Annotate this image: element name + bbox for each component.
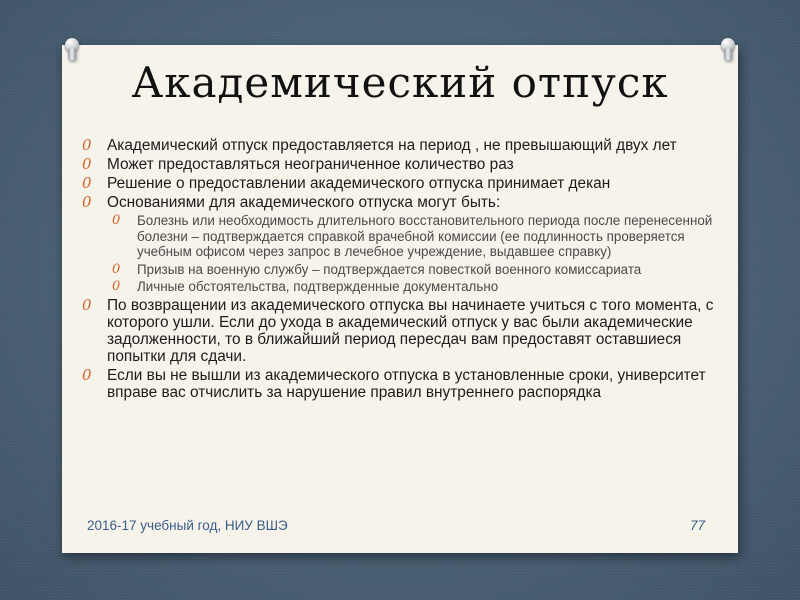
bullet-text: По возвращении из академического отпуска вы начинаете учиться с того момента, с которого ушли. Если до ухода в академический отпуск у вас были академические задолженности, то в ближайший период пересдач вам предоставят оставшиеся попытки для сдачи. <box>107 296 714 365</box>
bullet-icon: 0 <box>82 155 92 173</box>
bullet-text: Академический отпуск предоставляется на период , не превышающий двух лет <box>107 137 677 154</box>
sub-bullet-text: Личные обстоятельства, подтвержденные документально <box>137 279 499 294</box>
sub-bullet-text: Болезнь или необходимость длительного восстановительного периода после перенесенной болезни – подтверждается справкой врачебной комиссии (ее подлинность проверяется учебным офисом через запрос в лечебное учреждение, выдавшее справку) <box>137 213 713 259</box>
page-number: 77 <box>690 518 706 533</box>
sub-bullet-text: Призыв на военную службу – подтверждается повесткой военного комиссариата <box>137 261 642 277</box>
sub-bullet-item <box>82 262 732 278</box>
pushpin-icon <box>720 38 736 60</box>
bullet-text: Основаниями для академического отпуска могут быть: <box>107 194 501 211</box>
bullet-item <box>82 156 732 173</box>
bullet-item <box>82 367 732 401</box>
bullet-text: Может предоставляться неограниченное количество раз <box>107 156 514 173</box>
footer-text: 2016-17 учебный год, НИУ ВШЭ <box>87 518 288 533</box>
sub-bullet-item <box>82 279 732 295</box>
bullet-text: Решение о предоставлении академического отпуска принимает декан <box>107 175 611 192</box>
bullet-icon: 0 <box>112 213 121 228</box>
bullet-icon: 0 <box>82 365 92 384</box>
slide-title: Академический отпуск <box>131 58 669 107</box>
bullet-icon: 0 <box>82 136 92 154</box>
pushpin-icon <box>64 38 80 60</box>
bullet-icon: 0 <box>82 174 92 192</box>
bullet-text: Если вы не вышли из академического отпуска в установленные сроки, университет вправе вас отчислить за нарушение правил внутреннего распорядка <box>107 366 706 401</box>
bullet-icon: 0 <box>112 261 121 277</box>
bullet-item <box>82 194 732 211</box>
bullet-icon: 0 <box>82 193 92 211</box>
bullet-icon: 0 <box>112 279 121 294</box>
bullet-item <box>82 137 732 154</box>
slide-content <box>82 137 732 403</box>
bullet-item <box>82 297 732 365</box>
bullet-item <box>82 175 732 192</box>
bullet-icon: 0 <box>82 295 92 314</box>
sub-bullet-item <box>82 213 732 260</box>
